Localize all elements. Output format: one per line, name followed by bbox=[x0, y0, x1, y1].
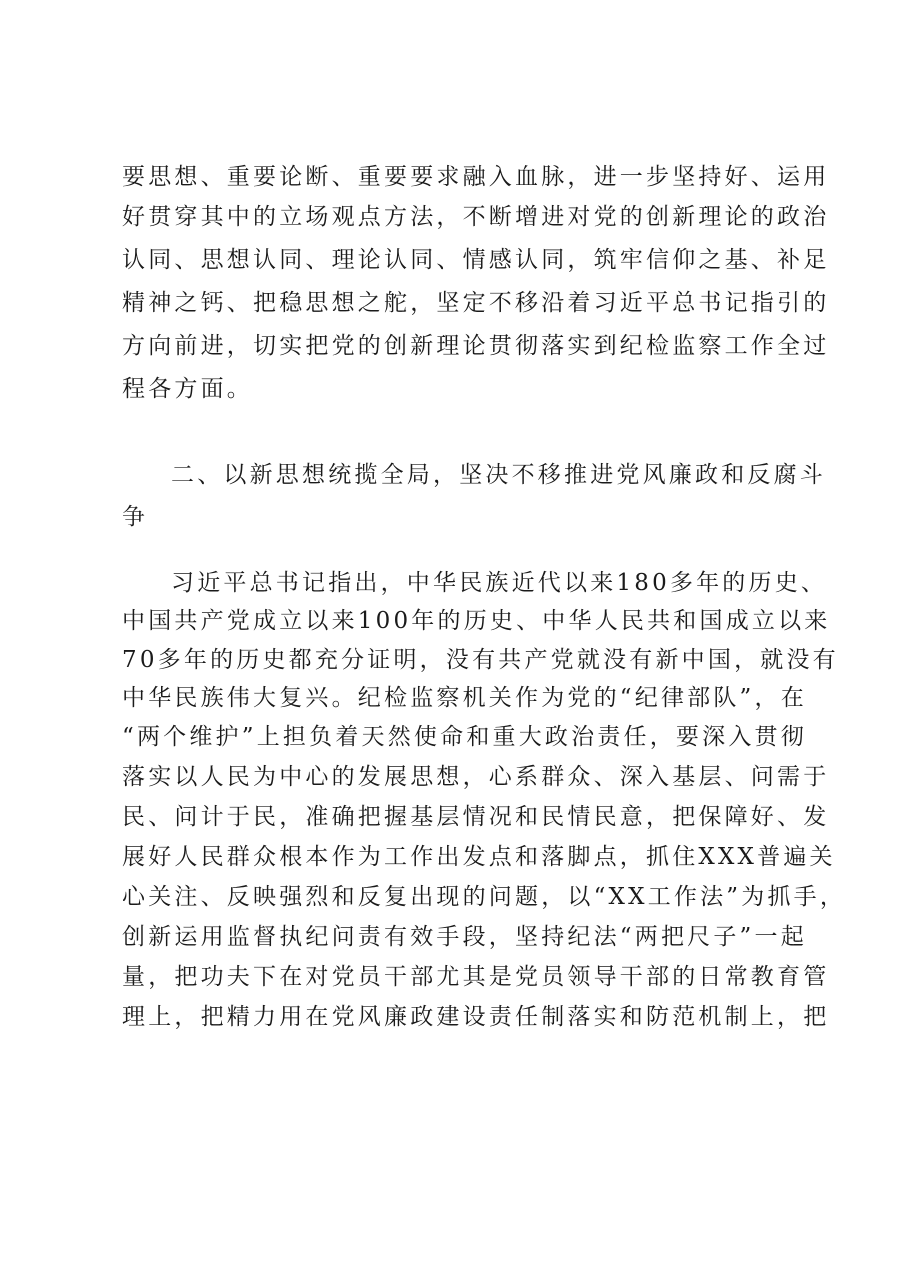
body-line: 心关注、反映强烈和反复出现的问题，以“XX工作法”为抓手， bbox=[122, 884, 847, 910]
body-line: 中国共产党成立以来100年的历史、中华人民共和国成立以来 bbox=[122, 608, 831, 634]
body-line: 70多年的历史都充分证明，没有共产党就没有新中国，就没有 bbox=[122, 647, 839, 673]
section-heading-line: 二、以新思想统揽全局，坚决不移推进党风廉政和反腐斗 bbox=[171, 462, 826, 488]
body-line: 好贯穿其中的立场观点方法，不断增进对党的创新理论的政治 bbox=[122, 204, 830, 230]
body-line: 中华民族伟大复兴。纪检监察机关作为党的“纪律部队”，在 bbox=[122, 685, 807, 711]
body-line: 落实以人民为中心的发展思想，心系群众、深入基层、问需于 bbox=[122, 764, 830, 790]
body-line: 展好人民群众根本作为工作出发点和落脚点，抓住XXX普遍关 bbox=[122, 844, 836, 870]
body-line: 程各方面。 bbox=[122, 376, 253, 402]
body-line: 习近平总书记指出，中华民族近代以来180多年的历史、 bbox=[171, 570, 828, 596]
body-line: 精神之钙、把稳思想之舵，坚定不移沿着习近平总书记指引的 bbox=[122, 290, 830, 316]
section-heading-line: 争 bbox=[122, 504, 149, 530]
body-line: “两个维护”上担负着天然使命和重大政治责任，要深入贯彻 bbox=[122, 724, 807, 750]
body-line: 创新运用监督执纪问责有效手段，坚持纪法“两把尺子”一起 bbox=[122, 924, 807, 950]
body-line: 理上，把精力用在党风廉政建设责任制落实和防范机制上，把 bbox=[122, 1004, 830, 1030]
body-line: 要思想、重要论断、重要要求融入血脉，进一步坚持好、运用 bbox=[122, 164, 830, 190]
body-line: 方向前进，切实把党的创新理论贯彻落实到纪检监察工作全过 bbox=[122, 333, 830, 359]
body-line: 认同、思想认同、理论认同、情感认同，筑牢信仰之基、补足 bbox=[122, 247, 830, 273]
body-line: 民、问计于民，准确把握基层情况和民情民意，把保障好、发 bbox=[122, 804, 830, 830]
body-line: 量，把功夫下在对党员干部尤其是党员领导干部的日常教育管 bbox=[122, 964, 830, 990]
